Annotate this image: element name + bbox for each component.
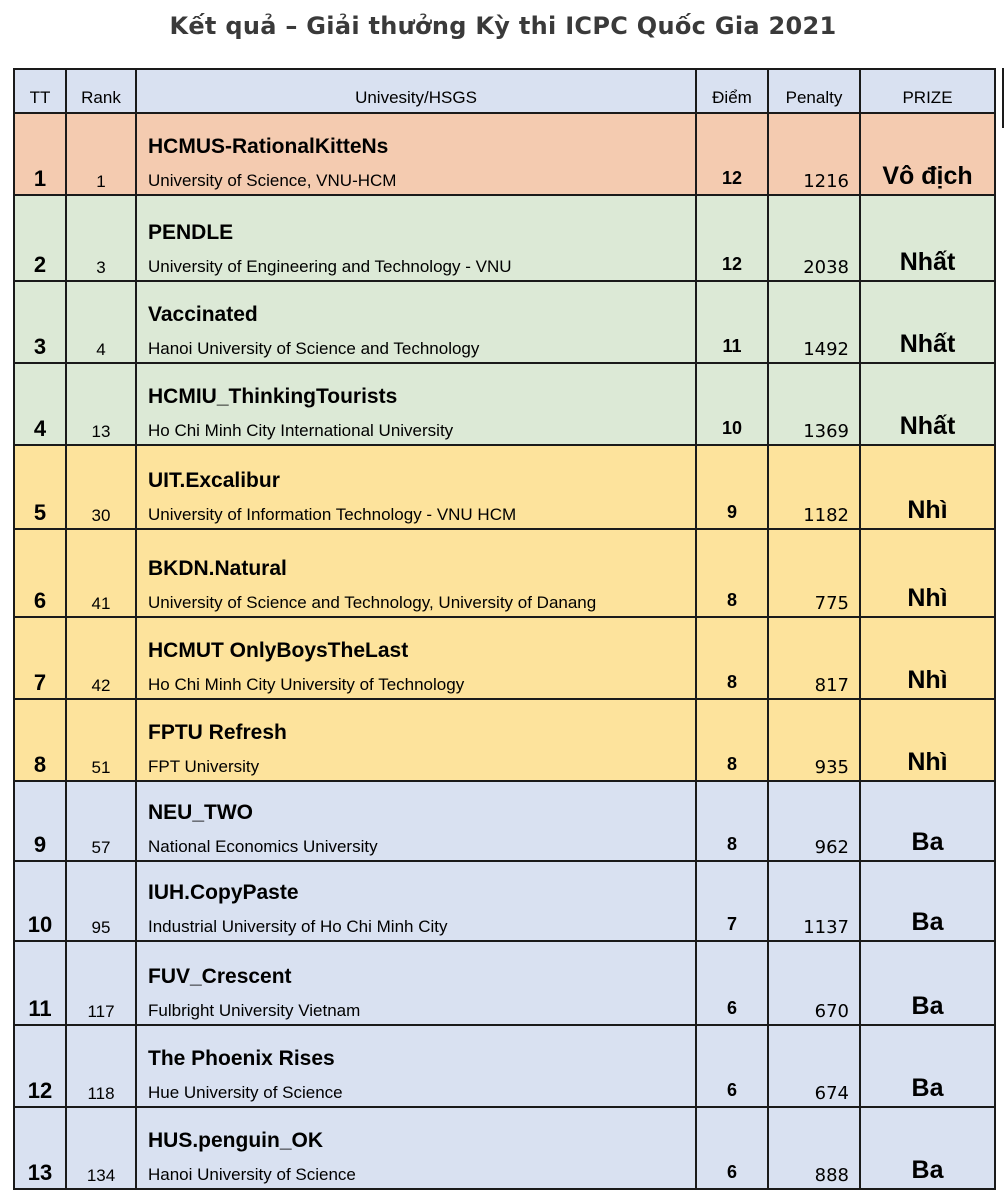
score-cell: 6 [696, 1107, 768, 1189]
school-name: Industrial University of Ho Chi Minh City [148, 917, 448, 936]
tt-cell: 10 [14, 861, 66, 941]
rank-cell: 57 [66, 781, 136, 861]
penalty-cell: 670 [768, 941, 860, 1025]
university-cell [136, 363, 696, 445]
table-row [14, 529, 995, 617]
table-row [14, 195, 995, 281]
header-row [14, 69, 995, 113]
score-cell: 6 [696, 1025, 768, 1107]
table-row [14, 861, 995, 941]
score-cell: 7 [696, 861, 768, 941]
university-cell [136, 445, 696, 529]
table-row [14, 617, 995, 699]
results-table [13, 68, 996, 1190]
university-cell [136, 781, 696, 861]
prize-cell: Nhì [860, 699, 995, 781]
team-name: FUV_Crescent [148, 965, 292, 988]
school-name: Ho Chi Minh City International University [148, 421, 454, 440]
score-cell: 6 [696, 941, 768, 1025]
penalty-cell: 2038 [768, 195, 860, 281]
tt-cell: 4 [14, 363, 66, 445]
page-edge-line [1002, 68, 1004, 128]
team-name: HUS.penguin_OK [148, 1129, 324, 1152]
school-name: University of Science, VNU-HCM [148, 171, 397, 190]
penalty-cell: 935 [768, 699, 860, 781]
page-title: Kết quả – Giải thưởng Kỳ thi ICPC Quốc Gia 2021 [169, 12, 837, 40]
table-row [14, 1107, 995, 1189]
school-name: Hue University of Science [148, 1083, 343, 1102]
score-cell: 8 [696, 617, 768, 699]
school-name: University of Engineering and Technology - VNU [148, 257, 512, 276]
school-name: FPT University [148, 757, 260, 776]
table-row [14, 941, 995, 1025]
prize-cell: Ba [860, 1025, 995, 1107]
tt-cell: 11 [14, 941, 66, 1025]
prize-cell: Nhì [860, 529, 995, 617]
score-cell: 10 [696, 363, 768, 445]
header-tt: TT [14, 69, 66, 113]
score-cell: 12 [696, 113, 768, 195]
tt-cell: 5 [14, 445, 66, 529]
rank-cell: 95 [66, 861, 136, 941]
team-name: The Phoenix Rises [148, 1047, 335, 1070]
penalty-cell: 888 [768, 1107, 860, 1189]
penalty-cell: 1216 [768, 113, 860, 195]
tt-cell: 12 [14, 1025, 66, 1107]
prize-cell: Nhất [860, 195, 995, 281]
rank-cell: 30 [66, 445, 136, 529]
team-name: UIT.Excalibur [148, 469, 280, 492]
penalty-cell: 1369 [768, 363, 860, 445]
university-cell [136, 617, 696, 699]
team-name: PENDLE [148, 221, 234, 244]
university-cell [136, 195, 696, 281]
school-name: University of Information Technology - VNU HCM [148, 505, 517, 524]
table-row [14, 281, 995, 363]
university-cell [136, 529, 696, 617]
penalty-cell: 817 [768, 617, 860, 699]
score-cell: 9 [696, 445, 768, 529]
penalty-cell: 1492 [768, 281, 860, 363]
table-row [14, 445, 995, 529]
team-name: IUH.CopyPaste [148, 881, 299, 904]
tt-cell: 13 [14, 1107, 66, 1189]
school-name: Ho Chi Minh City University of Technology [148, 675, 465, 694]
score-cell: 8 [696, 699, 768, 781]
university-cell [136, 113, 696, 195]
rank-cell: 4 [66, 281, 136, 363]
tt-cell: 3 [14, 281, 66, 363]
prize-cell: Ba [860, 861, 995, 941]
university-cell [136, 941, 696, 1025]
penalty-cell: 674 [768, 1025, 860, 1107]
rank-cell: 3 [66, 195, 136, 281]
rank-cell: 42 [66, 617, 136, 699]
rank-cell: 41 [66, 529, 136, 617]
prize-cell: Vô địch [860, 113, 995, 195]
prize-cell: Ba [860, 781, 995, 861]
prize-cell: Nhì [860, 617, 995, 699]
penalty-cell: 775 [768, 529, 860, 617]
header-score: Điểm [696, 69, 768, 113]
university-cell [136, 861, 696, 941]
penalty-cell: 962 [768, 781, 860, 861]
school-name: Hanoi University of Science [148, 1165, 356, 1184]
table-row [14, 113, 995, 195]
prize-cell: Ba [860, 941, 995, 1025]
rank-cell: 118 [66, 1025, 136, 1107]
tt-cell: 1 [14, 113, 66, 195]
team-name: BKDN.Natural [148, 557, 287, 580]
team-name: NEU_TWO [148, 801, 253, 824]
table-row [14, 699, 995, 781]
school-name: National Economics University [148, 837, 378, 856]
university-cell [136, 281, 696, 363]
tt-cell: 8 [14, 699, 66, 781]
team-name: Vaccinated [148, 303, 258, 326]
university-cell [136, 1025, 696, 1107]
rank-cell: 134 [66, 1107, 136, 1189]
score-cell: 12 [696, 195, 768, 281]
prize-cell: Nhất [860, 281, 995, 363]
tt-cell: 6 [14, 529, 66, 617]
school-name: University of Science and Technology, University of Danang [148, 593, 597, 612]
header-penalty: Penalty [768, 69, 860, 113]
header-university: Univesity/HSGS [136, 69, 696, 113]
score-cell: 8 [696, 781, 768, 861]
prize-cell: Nhất [860, 363, 995, 445]
tt-cell: 2 [14, 195, 66, 281]
team-name: HCMIU_ThinkingTourists [148, 385, 398, 408]
university-cell [136, 699, 696, 781]
rank-cell: 51 [66, 699, 136, 781]
rank-cell: 13 [66, 363, 136, 445]
table-row [14, 1025, 995, 1107]
team-name: FPTU Refresh [148, 721, 287, 744]
tt-cell: 9 [14, 781, 66, 861]
school-name: Hanoi University of Science and Technology [148, 339, 480, 358]
header-prize: PRIZE [860, 69, 995, 113]
penalty-cell: 1137 [768, 861, 860, 941]
score-cell: 8 [696, 529, 768, 617]
table-row [14, 363, 995, 445]
prize-cell: Nhì [860, 445, 995, 529]
score-cell: 11 [696, 281, 768, 363]
school-name: Fulbright University Vietnam [148, 1001, 361, 1020]
rank-cell: 1 [66, 113, 136, 195]
penalty-cell: 1182 [768, 445, 860, 529]
team-name: HCMUT OnlyBoysTheLast [148, 639, 409, 662]
university-cell [136, 1107, 696, 1189]
rank-cell: 117 [66, 941, 136, 1025]
prize-cell: Ba [860, 1107, 995, 1189]
header-rank: Rank [66, 69, 136, 113]
tt-cell: 7 [14, 617, 66, 699]
table-row [14, 781, 995, 861]
team-name: HCMUS-RationalKitteNs [148, 135, 389, 158]
